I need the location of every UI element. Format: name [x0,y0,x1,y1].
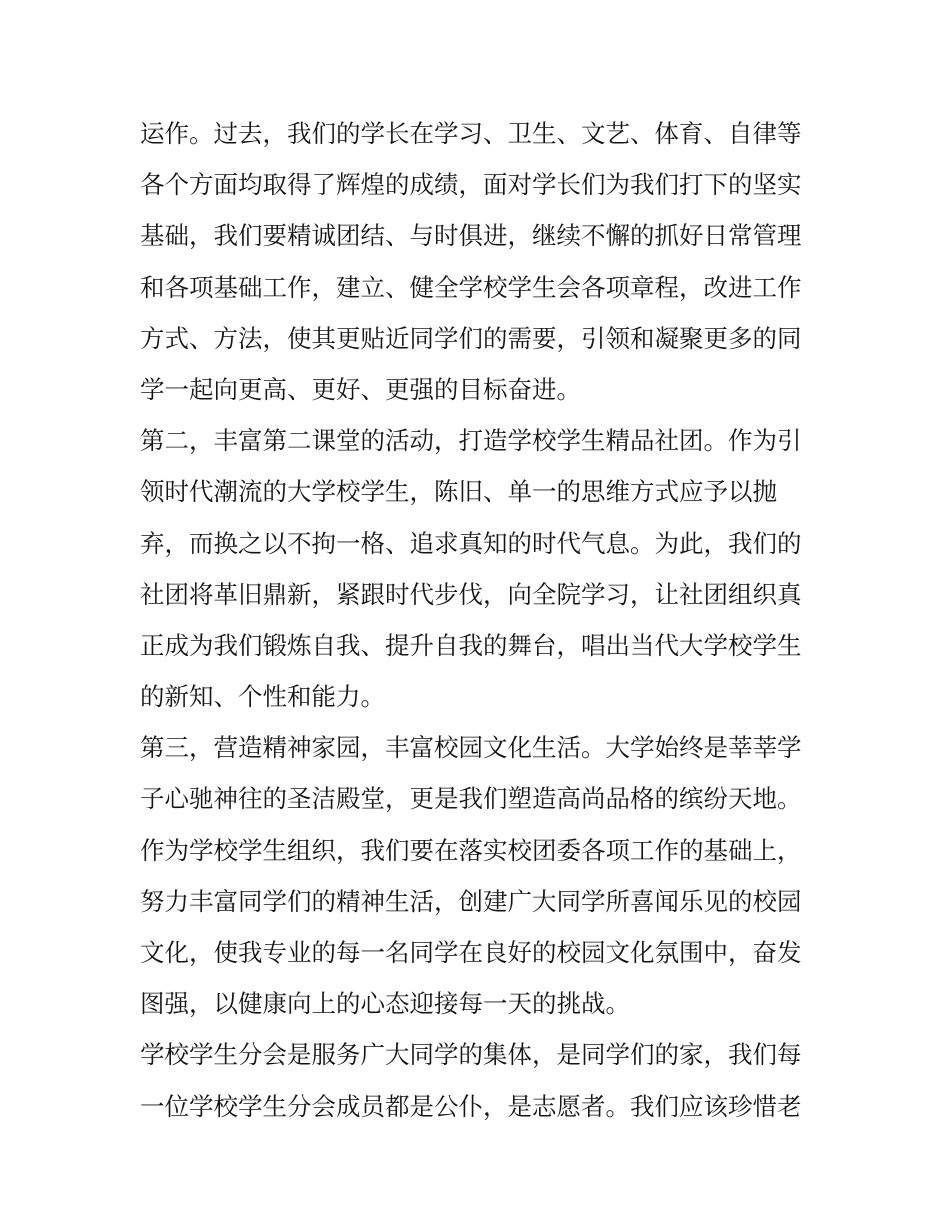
text-line: 领时代潮流的大学校学生，陈旧、单一的思维方式应予以抛 [140,477,777,507]
text-line: 文化，使我专业的每一名同学在良好的校园文化氛围中，奋发 [140,938,802,967]
body-text [140,108,812,1132]
text-line: 第三，营造精神家园，丰富校园文化生活。大学始终是莘莘学 [140,733,802,763]
text-line: 努力丰富同学们的精神生活，创建广大同学所喜闻乐见的校园 [140,886,802,916]
text-line: 第二，丰富第二课堂的活动，打造学校学生精品社团。作为引 [140,426,802,456]
text-line: 作为学校学生组织，我们要在落实校团委各项工作的基础上， [140,835,802,865]
text-line: 各个方面均取得了辉煌的成绩，面对学长们为我们打下的坚实 [140,170,802,200]
text-line: 社团将革旧鼎新，紧跟时代步伐，向全院学习，让社团组织真 [140,579,802,609]
text-line: 学校学生分会是服务广大同学的集体，是同学们的家，我们每 [140,1040,802,1070]
text-line: 弃，而换之以不拘一格、追求真知的时代气息。为此，我们的 [140,528,802,558]
text-line: 和各项基础工作，建立、健全学校学生会各项章程，改进工作 [140,272,802,302]
text-line: 子心驰神往的圣洁殿堂，更是我们塑造高尚品格的缤纷天地。 [140,784,802,814]
text-line: 基础，我们要精诚团结、与时俱进，继续不懈的抓好日常管理 [140,221,802,251]
text-line: 方式、方法，使其更贴近同学们的需要，引领和凝聚更多的同 [140,323,802,353]
text-line: 一位学校学生分会成员都是公仆，是志愿者。我们应该珍惜老 [140,1091,802,1121]
text-line: 运作。过去，我们的学长在学习、卫生、文艺、体育、自律等 [140,119,802,148]
text-line: 图强，以健康向上的心态迎接每一天的挑战。 [140,989,630,1019]
text-line: 的新知、个性和能力。 [140,682,385,712]
text-line: 学一起向更高、更好、更强的目标奋进。 [140,374,581,404]
text-line: 正成为我们锻炼自我、提升自我的舞台，唱出当代大学校学生 [140,630,802,660]
